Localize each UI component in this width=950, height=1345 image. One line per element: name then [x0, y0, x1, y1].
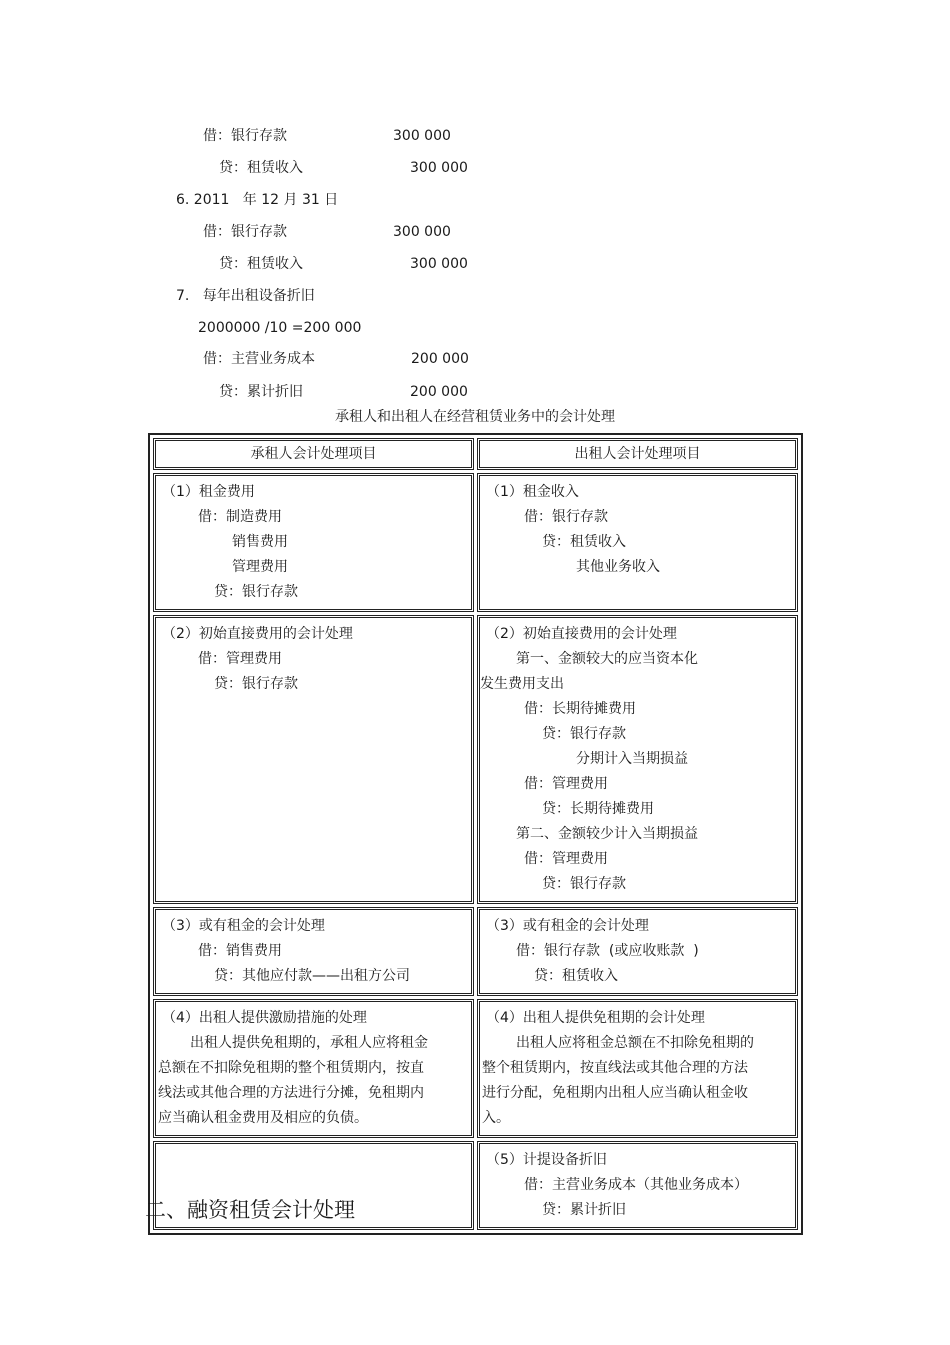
- cell-line: 贷：银行存款: [542, 876, 626, 892]
- cell-line: （2）初始直接费用的会计处理: [162, 626, 353, 642]
- cell-line: （3）或有租金的会计处理: [486, 918, 649, 934]
- lessee-cell: [153, 999, 474, 1138]
- entry-label: 贷：租赁收入: [219, 256, 303, 272]
- cell-line: （5）计提设备折旧: [486, 1152, 607, 1168]
- section-heading: 二、融资租赁会计处理: [145, 1198, 355, 1222]
- cell-line: 贷：银行存款: [214, 584, 298, 600]
- cell-line: 借：主营业务成本（其他业务成本）: [524, 1177, 748, 1193]
- entry-label: 借：主营业务成本: [203, 351, 315, 367]
- lessor-cell: [477, 473, 798, 612]
- table-row: [153, 615, 798, 904]
- lessor-cell: [477, 1141, 798, 1230]
- cell-line: 管理费用: [232, 559, 288, 575]
- entry-label: 贷：租赁收入: [219, 160, 303, 176]
- cell-line: 借：管理费用: [524, 776, 608, 792]
- cell-line: （4）出租人提供免租期的会计处理: [486, 1010, 705, 1026]
- cell-line: 发生费用支出: [480, 676, 564, 692]
- cell-line: 入。: [482, 1110, 510, 1126]
- entry-amount: 300 000: [410, 256, 468, 272]
- entry-date: 6. 2011 年 12 月 31 日: [176, 192, 339, 208]
- table-row: [153, 999, 798, 1138]
- entry-label: 借：银行存款: [203, 224, 287, 240]
- cell-line: 贷：其他应付款——出租方公司: [214, 968, 410, 984]
- cell-line: 应当确认租金费用及相应的负债。: [158, 1110, 368, 1126]
- entry-formula: 2000000 /10 =200 000: [198, 320, 362, 336]
- entry-amount: 300 000: [393, 128, 451, 144]
- entry-item: 7. 每年出租设备折旧: [176, 288, 315, 304]
- cell-line: 第二、金额较少计入当期损益: [516, 826, 698, 842]
- cell-line: 其他业务收入: [576, 559, 660, 575]
- entry-amount: 200 000: [410, 384, 468, 400]
- cell-line: 借：管理费用: [524, 851, 608, 867]
- table-row: [153, 907, 798, 996]
- cell-line: 贷：租赁收入: [542, 534, 626, 550]
- table-header-row: [153, 438, 798, 470]
- lessee-cell: [153, 907, 474, 996]
- cell-line: 分期计入当期损益: [576, 751, 688, 767]
- lessor-cell: [477, 907, 798, 996]
- cell-line: 贷：银行存款: [214, 676, 298, 692]
- cell-line: （4）出租人提供激励措施的处理: [162, 1010, 367, 1026]
- cell-line: 借：制造费用: [198, 509, 282, 525]
- header-lessor: 出租人会计处理项目: [477, 438, 798, 470]
- cell-line: 销售费用: [232, 534, 288, 550]
- cell-line: 借：销售费用: [198, 943, 282, 959]
- cell-line: 线法或其他合理的方法进行分摊，免租期内: [158, 1085, 424, 1101]
- cell-line: 第一、金额较大的应当资本化: [516, 651, 698, 667]
- lessor-cell: [477, 615, 798, 904]
- entry-label: 借：银行存款: [203, 128, 287, 144]
- cell-line: 出租人提供免租期的，承租人应将租金: [190, 1035, 428, 1051]
- cell-line: （1）租金费用: [162, 484, 255, 500]
- table-row: [153, 473, 798, 612]
- lease-accounting-table: [148, 433, 803, 1235]
- header-lessee: 承租人会计处理项目: [153, 438, 474, 470]
- entry-label: 贷：累计折旧: [219, 384, 303, 400]
- entry-amount: 300 000: [410, 160, 468, 176]
- table-title: 承租人和出租人在经营租赁业务中的会计处理: [335, 409, 615, 425]
- cell-line: （2）初始直接费用的会计处理: [486, 626, 677, 642]
- cell-line: 贷：长期待摊费用: [542, 801, 654, 817]
- cell-line: 进行分配，免租期内出租人应当确认租金收: [482, 1085, 748, 1101]
- cell-line: 借：银行存款 (或应收账款 ): [516, 943, 699, 959]
- cell-line: 借：长期待摊费用: [524, 701, 636, 717]
- cell-line: 借：管理费用: [198, 651, 282, 667]
- cell-line: 贷：租赁收入: [534, 968, 618, 984]
- lessee-cell: [153, 473, 474, 612]
- cell-line: （1）租金收入: [486, 484, 579, 500]
- cell-line: 出租人应将租金总额在不扣除免租期的: [516, 1035, 754, 1051]
- lessee-cell: [153, 615, 474, 904]
- cell-line: 贷：银行存款: [542, 726, 626, 742]
- cell-line: （3）或有租金的会计处理: [162, 918, 325, 934]
- cell-line: 整个租赁期内，按直线法或其他合理的方法: [482, 1060, 748, 1076]
- entry-amount: 300 000: [393, 224, 451, 240]
- entry-amount: 200 000: [411, 351, 469, 367]
- cell-line: 总额在不扣除免租期的整个租赁期内，按直: [158, 1060, 424, 1076]
- lessor-cell: [477, 999, 798, 1138]
- cell-line: 借：银行存款: [524, 509, 608, 525]
- cell-line: 贷：累计折旧: [542, 1202, 626, 1218]
